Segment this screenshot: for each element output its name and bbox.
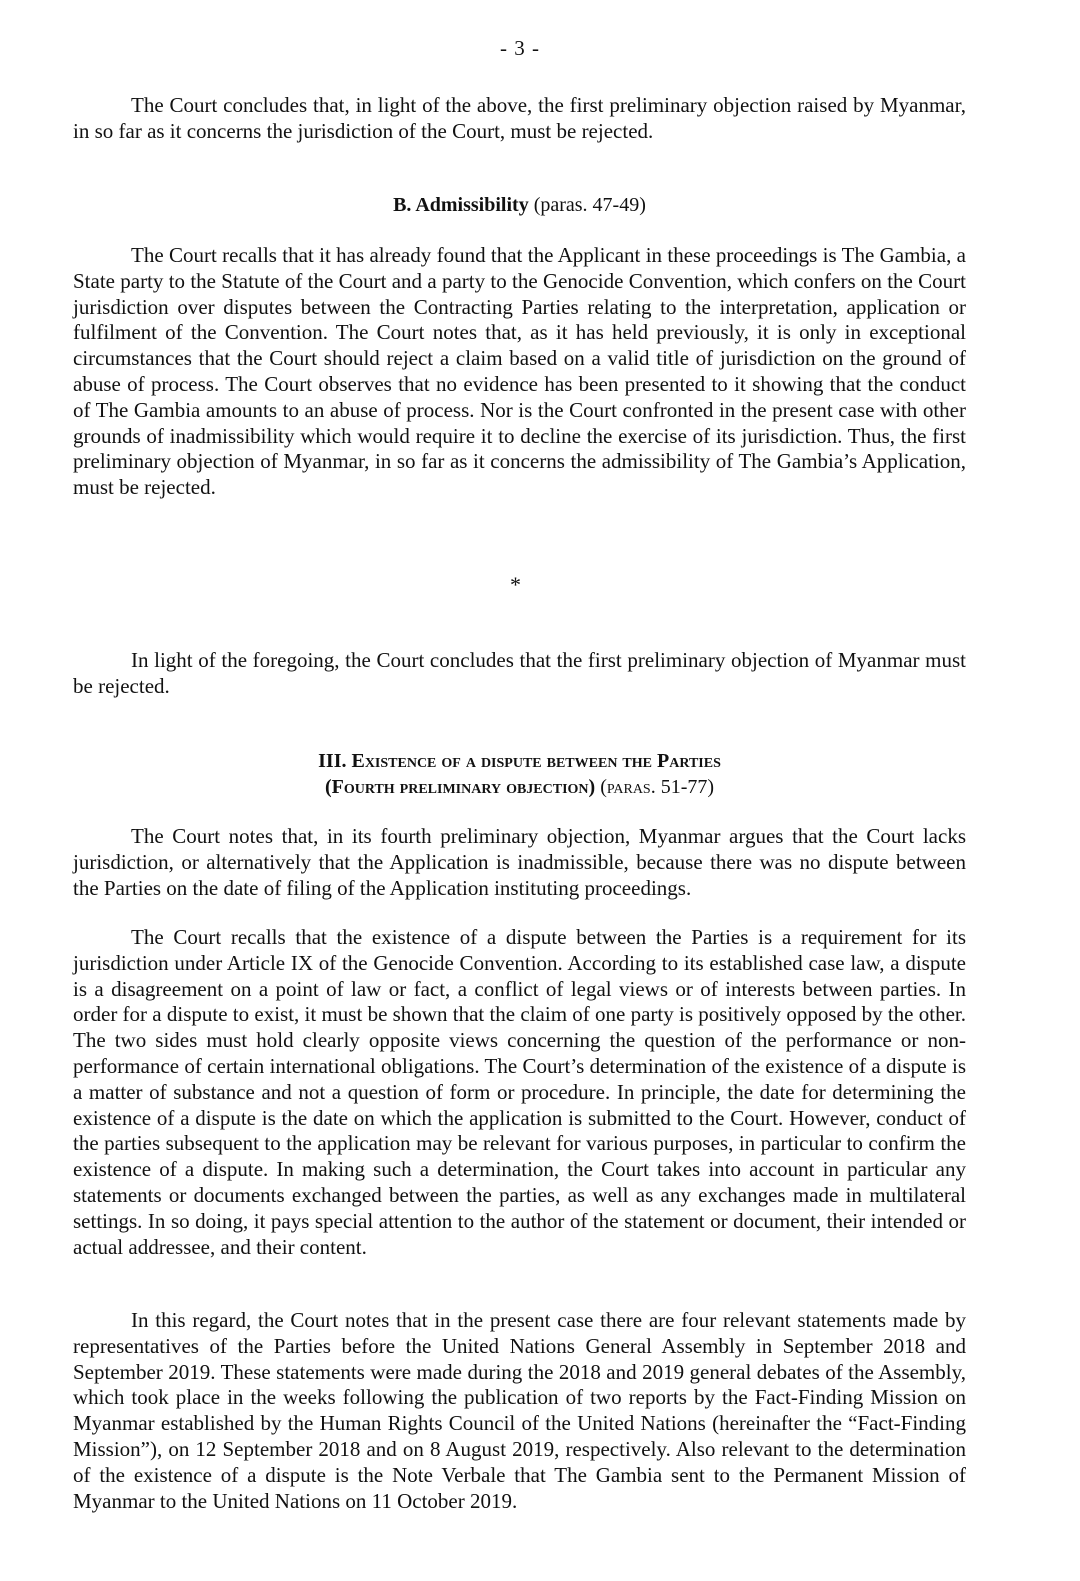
paragraph-fourth-objection: The Court notes that, in its fourth preliminary objection, Myanmar argues that the Court lacks jurisdiction, or alternatively that the Application is inadmissible, because there was no dispute between the Parties on the date of filing of the Application instituting proceedings. xyxy=(73,824,966,900)
section-heading-existence-objection: (Fourth preliminary objection) xyxy=(324,776,596,798)
paragraph-relevant-statements: In this regard, the Court notes that in the present case there are four relevant statements made by representatives of the Parties before the United Nations General Assembly in September 2018 and September 2019. These statements were made during the 2018 and 2019 general debates of the Assembly, which took place in the weeks following the publication of two reports by the Fact-Finding Mission on Myanmar established by the Human Rights Council of the United Nations (hereinafter the “Fact-Finding Mission”), on 12 September 2018 and on 8 August 2019, respectively. Also relevant to the determination of the existence of a dispute is the Note Verbale that The Gambia sent to the Permanent Mission of Myanmar to the United Nations on 11 October 2019. xyxy=(73,1308,966,1513)
section-heading-admissibility-paras: (paras. 47-49) xyxy=(528,194,646,216)
paragraph-dispute-definition: The Court recalls that the existence of a dispute between the Parties is a requirement for its jurisdiction under Article IX of the Genocide Convention. According to its established case law, a dispute is a disagreement on a point of law or fact, a conflict of legal views or of interests between parties. In order for a dispute to exist, it must be shown that the claim of one party is positively opposed by the other. The two sides must hold clearly opposite views concerning the question of the performance or non-performance of certain international obligations. The Court’s determination of the existence of a dispute is a matter of substance and not a question of form or procedure. In principle, the date for determining the existence of a dispute is the date on which the application is submitted to the Court. However, conduct of the parties subsequent to the application may be relevant for various purposes, in particular to confirm the existence of a dispute. In making such a determination, the Court takes into account in particular any statements or documents exchanged between the parties, as well as any exchanges made in multilateral settings. In so doing, it pays special attention to the author of the statement or document, their intended or actual addressee, and their content. xyxy=(73,925,966,1259)
section-separator-asterisk: * xyxy=(510,572,521,597)
section-heading-existence-of-dispute xyxy=(73,748,966,800)
section-heading-admissibility xyxy=(73,194,966,217)
section-heading-admissibility-title: B. Admissibility xyxy=(393,194,529,216)
paragraph-foregoing-conclusion: In light of the foregoing, the Court concludes that the first preliminary objection of Myanmar must be rejected. xyxy=(73,648,966,698)
paragraph-jurisdiction-conclusion: The Court concludes that, in light of the above, the first preliminary objection raised by Myanmar, in so far as it concerns the jurisdiction of the Court, must be rejected. xyxy=(73,93,966,143)
page-number: - 3 - xyxy=(500,36,540,60)
section-heading-existence-paras: (paras. 51-77) xyxy=(595,776,715,798)
paragraph-admissibility: The Court recalls that it has already found that the Applicant in these proceedings is The Gambia, a State party to the Statute of the Court and a party to the Genocide Convention, which confers on the Court jurisdiction over disputes between the Contracting Parties relating to the interpretation, application or fulfilment of the Convention. The Court notes that, as it has held previously, it is only in exceptional circumstances that the Court should reject a claim based on a valid title of jurisdiction on the ground of abuse of process. The Court observes that no evidence has been presented to it showing that the conduct of The Gambia amounts to an abuse of process. Nor is the Court confronted in the present case with other grounds of inadmissibility which would require it to decline the exercise of its jurisdiction. Thus, the first preliminary objection of Myanmar, in so far as it concerns the admissibility of The Gambia’s Application, must be rejected. xyxy=(73,243,966,500)
section-heading-existence-line1: III. Existence of a dispute between the Parties xyxy=(318,750,721,772)
